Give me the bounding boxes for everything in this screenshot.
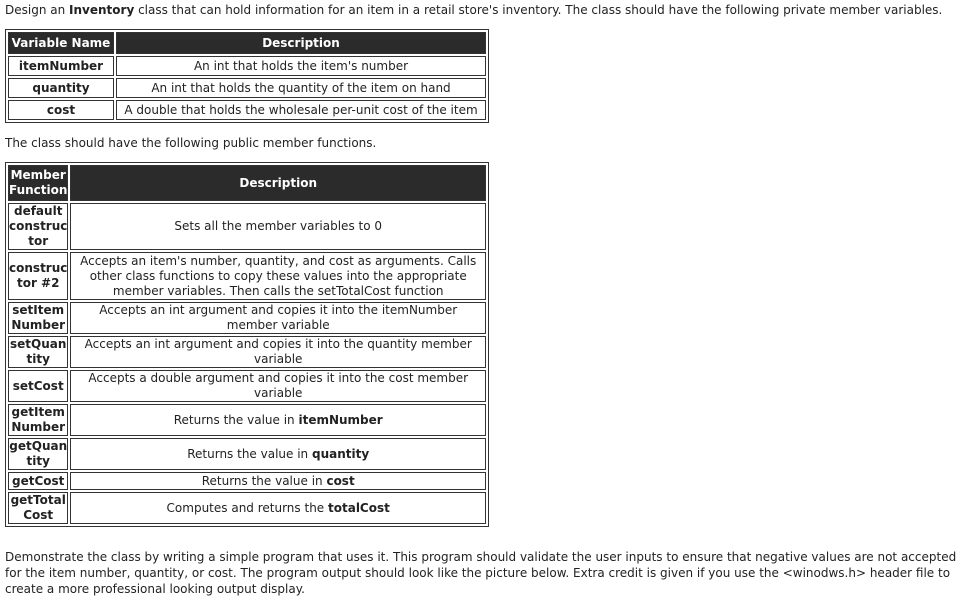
table-row (8, 56, 486, 76)
table-row (8, 203, 486, 250)
variable-description-cell: An int that holds the quantity of the item on hand (116, 78, 486, 98)
function-name-cell: getTotalCost (8, 492, 68, 524)
intro-class-name: Inventory (69, 3, 135, 17)
demonstration-paragraph: Demonstrate the class by writing a simple program that uses it. This program should validate the user inputs to ensure that negative values are not accepted for the item number, quantity, or cost. The program output should look like the picture below. Extra credit is given if you use the <winodws.h> header file to create a more professional looking output display. (5, 550, 957, 596)
table-header-row (8, 165, 486, 201)
table-row (8, 78, 486, 98)
table-header-row (8, 32, 486, 54)
desc-text: Returns the value in (187, 446, 312, 461)
function-description-cell (70, 404, 486, 436)
variable-description-cell: An int that holds the item's number (116, 56, 486, 76)
desc-variable: totalCost (328, 500, 390, 515)
function-description-cell: Sets all the member variables to 0 (70, 203, 486, 250)
variable-description-cell: A double that holds the wholesale per-unit cost of the item (116, 100, 486, 120)
member-variables-table (5, 29, 489, 123)
variable-name-cell: itemNumber (8, 56, 114, 76)
function-name-cell: getCost (8, 472, 68, 490)
table-row (8, 252, 486, 300)
function-description-cell: Accepts a double argument and copies it into the cost member variable (70, 370, 486, 402)
desc-text: Computes and returns the (166, 500, 328, 515)
function-name-cell: getItemNumber (8, 404, 68, 436)
header-variable-name: Variable Name (8, 32, 114, 54)
variable-name-cell: cost (8, 100, 114, 120)
intro-text-pre: Design an (5, 3, 70, 17)
function-description-cell: Accepts an int argument and copies it into the quantity member variable (70, 336, 486, 368)
table-row (8, 472, 486, 490)
function-name-cell: default constructor (9, 204, 68, 248)
intro-text-post: class that can hold information for an item in a retail store's inventory. The class should have the following private member variables. (134, 3, 943, 17)
header-description: Description (116, 32, 486, 54)
function-description-cell (70, 492, 486, 524)
desc-text: Returns the value in (173, 412, 299, 427)
header-member-function: Member Function (8, 165, 68, 201)
function-description-cell (70, 472, 486, 490)
member-functions-table (5, 162, 489, 527)
table-row (8, 336, 486, 368)
table-row (8, 404, 486, 436)
desc-variable: quantity (311, 446, 370, 461)
table-row (8, 492, 486, 524)
function-name-cell: setItemNumber (8, 302, 68, 334)
header-description: Description (70, 165, 486, 201)
desc-text: Returns the value in (201, 473, 327, 488)
table-row (8, 100, 486, 120)
function-name-cell: setCost (8, 370, 68, 402)
desc-variable: itemNumber (298, 412, 383, 427)
function-name-cell: setQuantity (8, 336, 68, 368)
functions-intro-paragraph: The class should have the following public member functions. (5, 136, 377, 150)
table-row (8, 302, 486, 334)
function-name-cell: constructor #2 (8, 252, 68, 300)
function-description-cell: Accepts an item's number, quantity, and cost as arguments. Calls other class functions to copy these values into the appropriate member variables. Then calls the setTotalCost function (70, 252, 486, 300)
table-row (8, 370, 486, 402)
function-description-cell: Accepts an int argument and copies it into the itemNumber member variable (70, 302, 486, 334)
function-name-cell: getQuantity (9, 439, 68, 468)
table-row (8, 438, 486, 470)
variable-name-cell: quantity (8, 78, 114, 98)
desc-variable: cost (326, 473, 355, 488)
intro-paragraph (5, 2, 942, 18)
function-description-cell (70, 438, 486, 470)
